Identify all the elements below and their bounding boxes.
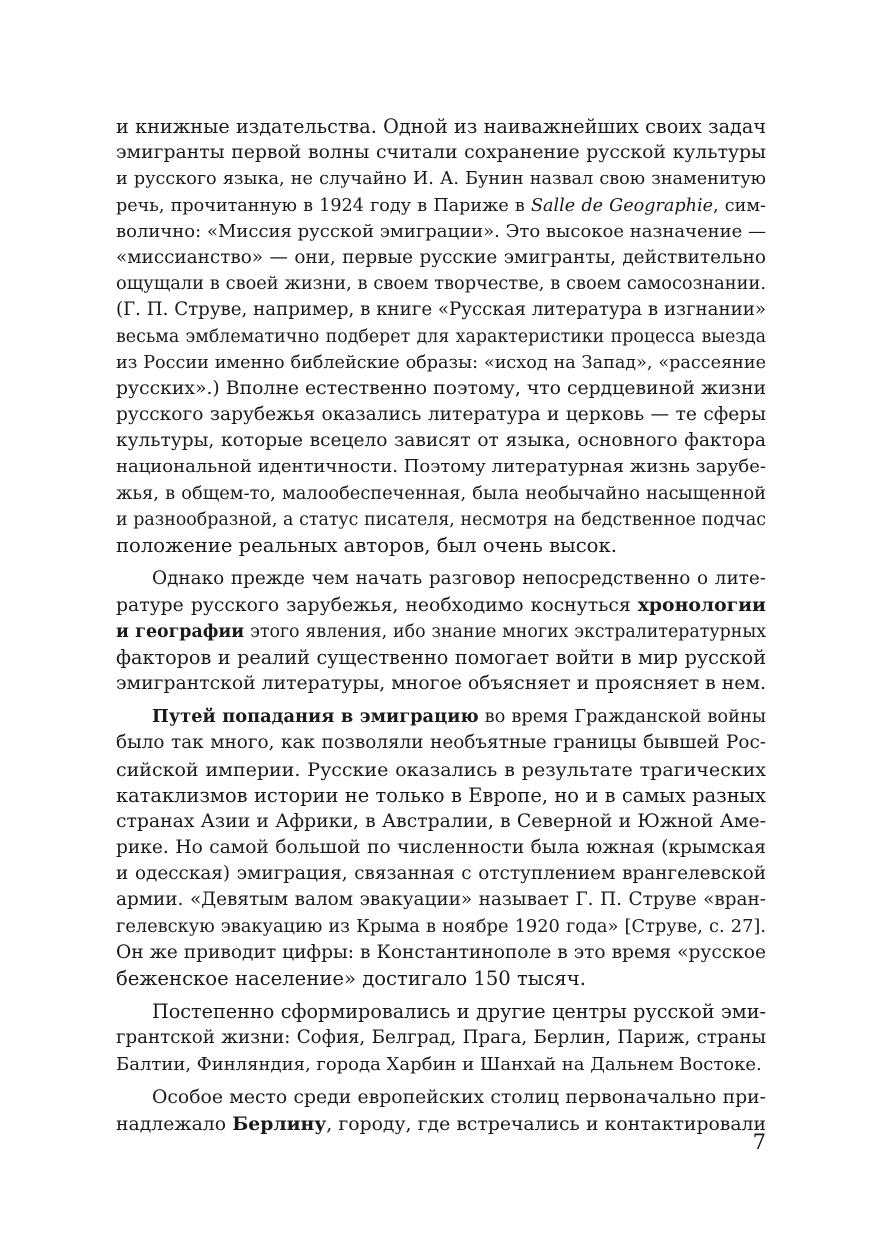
text-line: [116, 193, 766, 219]
text-line: Однако прежде чем начать разговор непосредственно о лите-: [152, 568, 766, 590]
text-line: из России именно библейские образы: «исход на Запад», «рассеяние: [116, 352, 766, 373]
text-line: странах Азии и Африки, в Австралии, в Северной и Южной Аме-: [116, 810, 766, 832]
text-line: «миссианство» — они, первые русские эмигранты, действительно: [116, 246, 766, 268]
text-run: речь, прочитанную в 1924 году в Париже в: [116, 195, 531, 216]
paragraph: [116, 999, 766, 1078]
text-line: сийской империи. Русские оказались в результате трагических: [116, 758, 766, 781]
text-run: , городу, где встречались и контактировали: [326, 1113, 766, 1135]
text-line: грантской жизни: София, Белград, Прага, Берлин, Париж, страны: [116, 1027, 766, 1049]
text-line: беженское население» достигало 150 тысяч.: [116, 967, 586, 990]
text-line: армии. «Девятым валом эвакуации» называет Г. П. Струве «вран-: [116, 889, 766, 911]
text-line: эмигранты первой волны считали сохранение русской культуры: [116, 142, 766, 164]
text-line: и русского языка, не случайно И. А. Бунин назвал свою знаменитую: [116, 169, 766, 190]
text-line: гелевскую эвакуацию из Крыма в ноябре 1920 года» [Струве, с. 27].: [116, 915, 766, 937]
text-line: ощущали в своей жизни, в своем творчестве, в своем самосознании.: [116, 273, 766, 295]
text-run: , сим-: [713, 195, 766, 216]
page-number: 7: [752, 1130, 766, 1154]
text-line: национальной идентичности. Поэтому литературная жизнь зарубе-: [116, 456, 766, 478]
text-line: было так много, как позволяли необъятные границы бывшей Рос-: [116, 732, 766, 754]
text-line: [116, 704, 766, 730]
text-line: катаклизмов истории не только в Европе, но и в самых разных: [116, 783, 766, 807]
text-line: факторов и реалий существенно помогает войти в мир русской: [116, 645, 766, 669]
paragraph-gap: [116, 559, 766, 566]
page-body: [116, 114, 766, 1137]
text-line: и книжные издательства. Одной из наиважнейших своих задач: [116, 115, 766, 138]
text-line: положение реальных авторов, был очень высок.: [116, 534, 617, 557]
paragraph-gap: [116, 1078, 766, 1085]
text-run: надлежало: [116, 1113, 233, 1135]
text-line: культуры, которые всецело зависят от языка, основного фактора: [116, 430, 766, 452]
paragraph-gap: [116, 992, 766, 999]
paragraph: [116, 114, 766, 559]
text-run: этого явления, ибо знание многих экстралитературных: [244, 621, 767, 642]
paragraph: [116, 1085, 766, 1137]
text-line: Балтии, Финляндия, города Харбин и Шанхай на Дальнем Востоке.: [116, 1053, 762, 1075]
text-line: эмигрантской литературы, многое объясняет и проясняет в нем.: [116, 672, 766, 694]
paragraph: [116, 704, 766, 992]
text-run: ратуре русского зарубежья, необходимо коснуться: [116, 595, 638, 617]
text-line: жья, в общем-то, малообеспеченная, была необычайно насыщенной: [116, 482, 766, 504]
text-run: во время Гражданской войны: [478, 706, 766, 728]
text-line: (Г. П. Струве, например, в книге «Русская литература в изгнании»: [116, 299, 766, 321]
paragraph-gap: [116, 697, 766, 704]
text-line: весьма эмблематично подберет для характеристики процесса выезда: [116, 326, 766, 347]
bold-term: Путей попадания в эмиграцию: [152, 706, 479, 728]
bold-term: хронологии: [637, 594, 766, 617]
text-line: и одесская) эмиграция, связанная с отступлением врангелевской: [116, 863, 766, 885]
text-line: Он же приводит цифры: в Константинополе в это время «русское: [116, 941, 766, 963]
text-line: и разнообразной, а статус писателя, несмотря на бедственное подчас: [116, 509, 766, 530]
text-line: [116, 1111, 766, 1137]
text-line: [116, 619, 766, 645]
text-line: рике. Но самой большой по численности была южная (крымская: [116, 837, 766, 859]
paragraph: [116, 566, 766, 697]
text-line: Особое место среди европейских столиц первоначально при-: [152, 1086, 766, 1108]
text-line: русского зарубежья оказались литература и церковь — те сферы: [116, 404, 766, 426]
text-line: русских».) Вполне естественно поэтому, что сердцевиной жизни: [116, 377, 766, 399]
italic-title: Salle de Geographie: [530, 195, 714, 216]
text-line: волично: «Миссия русской эмиграции». Это высокое назначение —: [116, 220, 766, 242]
bold-term: и географии: [116, 621, 245, 642]
text-line: Постепенно сформировались и другие центры русской эми-: [152, 1000, 766, 1024]
text-line: [116, 592, 766, 618]
bold-term: Берлину: [232, 1112, 327, 1135]
